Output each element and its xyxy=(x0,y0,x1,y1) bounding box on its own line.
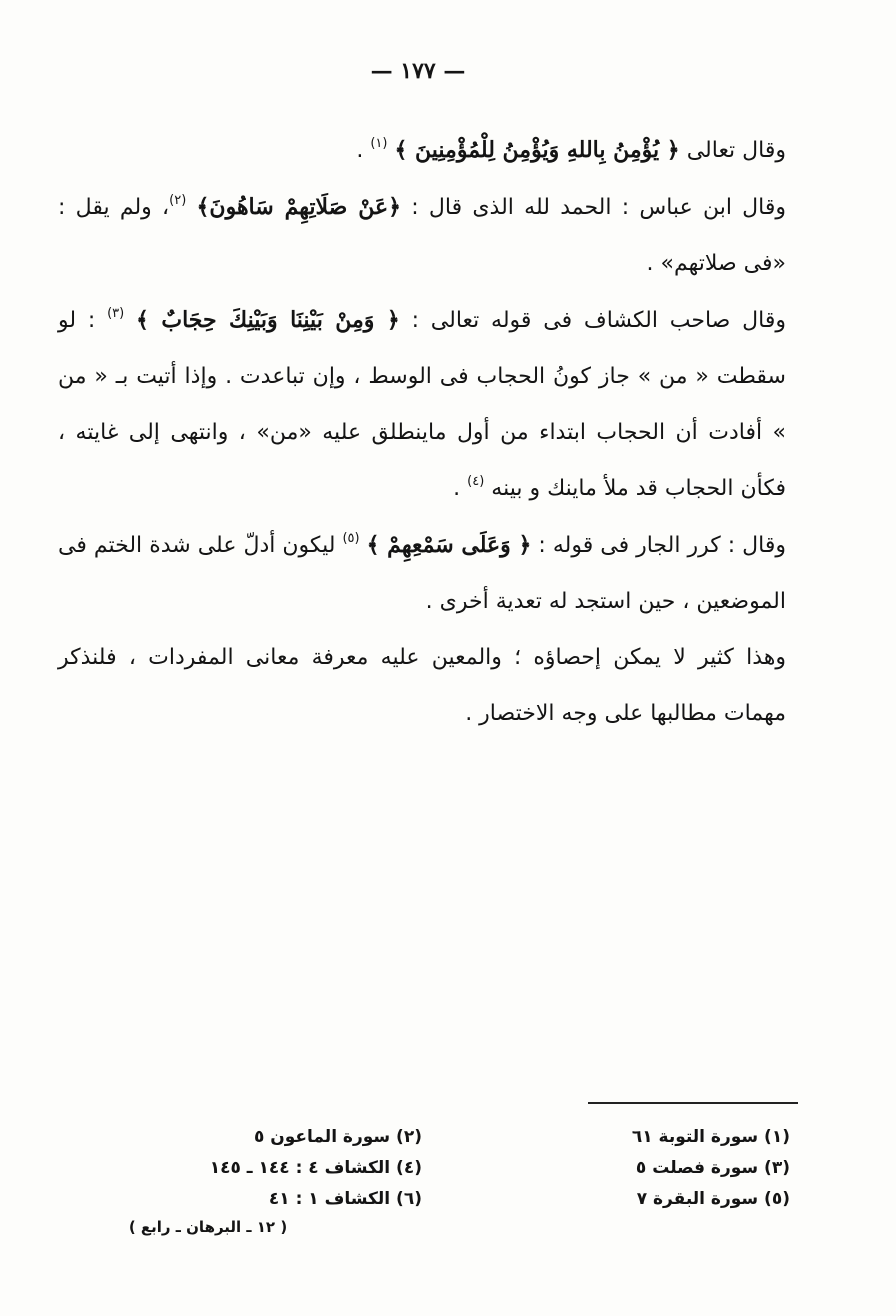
quran-quote: ﴿ يُؤْمِنُ بِاللهِ وَيُؤْمِنُ لِلْمُؤْمِنِينَ ﴾ xyxy=(394,137,680,163)
footnotes-right-column xyxy=(580,1122,790,1215)
footnote: (١) سورة التوبة ٦١ xyxy=(631,1127,790,1147)
text-run xyxy=(360,533,367,558)
text-run: وقال تعالى xyxy=(679,138,786,163)
text-run: وقال صاحب الكشاف فى قوله تعالى : xyxy=(399,308,786,333)
quran-quote: ﴿عَنْ صَلَاتِهِمْ سَاهُونَ﴾ xyxy=(196,194,401,220)
footnotes-left-column xyxy=(162,1122,422,1215)
text-run xyxy=(124,308,136,333)
footnote-marker: (٥) xyxy=(342,531,360,546)
text-run: ، ولم يقل : «فى صلاتهم» . xyxy=(58,195,786,276)
paragraph xyxy=(58,292,786,517)
text-run: . xyxy=(453,476,468,501)
text-run: ليكون أدلّ على شدة الختم فى الموضعين ، حين استجد له تعدية أخرى . xyxy=(58,533,786,614)
text-run: وقال : كرر الجار فى قوله : xyxy=(531,533,786,558)
footnote-marker: (١) xyxy=(370,136,388,151)
text-run: وهذا كثير لا يمكن إحصاؤه ؛ والمعين عليه معرفة معانى المفردات ، فلنذكر مهمات مطالبها على وجه الاختصار . xyxy=(58,645,786,726)
footnote-marker: (٢) xyxy=(169,193,187,208)
text-run: : لو سقطت « من » جاز كونُ الحجاب فى الوسط ، وإن تباعدت . وإذا أتيت بـ « من » أفادت أن الحجاب ابتداء من أول ماينطلق عليه «من» ، وانتهى إلى غايته ، فكأن الحجاب قد ملأ ماينك و بينه xyxy=(58,308,786,501)
footnote: (٣) سورة فصلت ٥ xyxy=(635,1158,790,1178)
text-run: وقال ابن عباس : الحمد لله الذى قال : xyxy=(400,195,787,220)
paragraph xyxy=(58,517,786,630)
footnote: (٢) سورة الماعون ٥ xyxy=(253,1127,422,1147)
footnote-marker: (٤) xyxy=(467,474,485,489)
quran-quote: ﴿ وَمِنْ بَيْنِنَا وَبَيْنِكَ حِجَابٌ ﴾ xyxy=(136,307,400,333)
paragraph xyxy=(58,122,786,179)
text-run: . xyxy=(356,138,371,163)
footnote: (٤) الكشاف ٤ : ١٤٤ ـ ١٤٥ xyxy=(209,1158,422,1178)
paragraph xyxy=(58,630,786,742)
footnote-divider xyxy=(588,1102,798,1104)
footnote: (٦) الكشاف ١ : ٤١ xyxy=(268,1189,422,1209)
text-run xyxy=(186,195,196,220)
page-number: — ١٧٧ — xyxy=(370,58,466,84)
footnote-marker: (٣) xyxy=(107,306,125,321)
quran-quote: ﴿ وَعَلَى سَمْعِهِمْ ﴾ xyxy=(366,532,532,558)
footnote: (٥) سورة البقرة ٧ xyxy=(636,1189,790,1209)
body-text xyxy=(58,122,786,742)
signature-mark: ( ١٢ ـ البرهان ـ رابع ) xyxy=(128,1218,288,1236)
paragraph xyxy=(58,179,786,292)
